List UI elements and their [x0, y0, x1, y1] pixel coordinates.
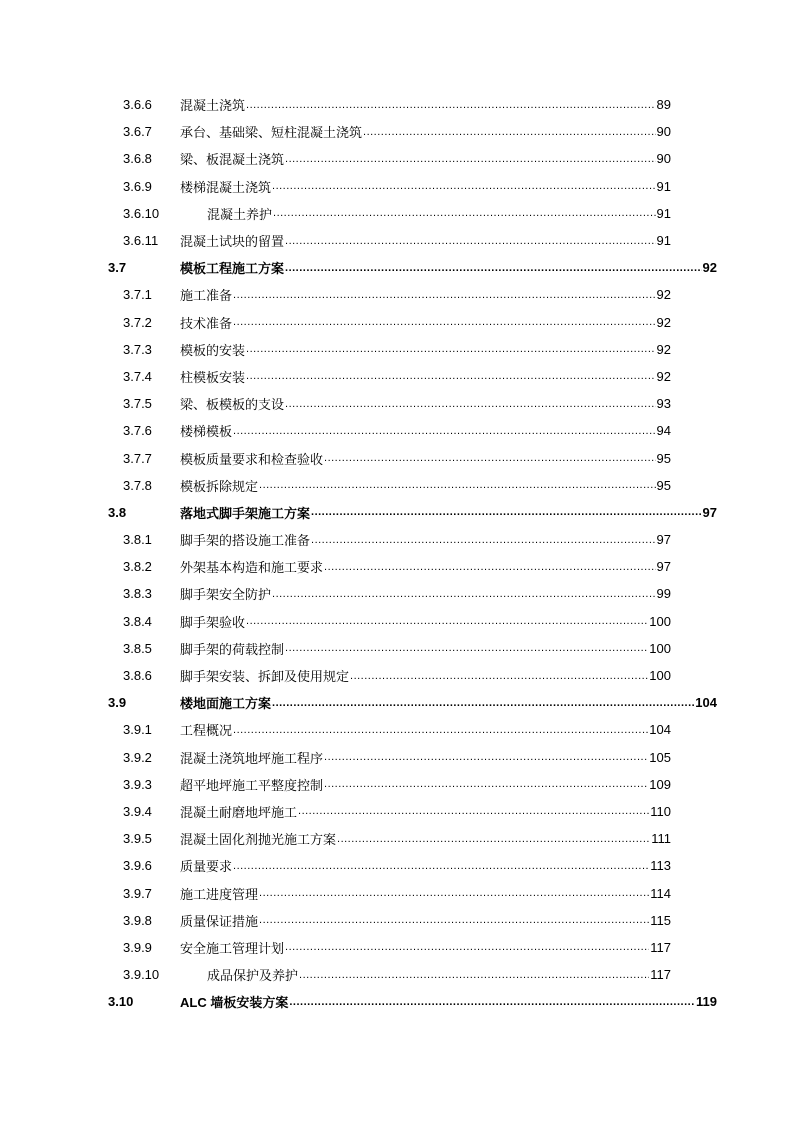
toc-subsection-entry[interactable] — [0, 852, 671, 879]
dot-leader — [246, 615, 648, 627]
dot-leader — [324, 751, 648, 763]
toc-entry-page: 92 — [656, 368, 671, 384]
dot-leader — [311, 534, 656, 546]
toc-entry-page: 100 — [649, 613, 671, 629]
dot-leader — [337, 833, 650, 845]
toc-entry-number: 3.9.10 — [123, 967, 160, 983]
toc-subsection-entry[interactable] — [0, 309, 671, 336]
dot-leader — [299, 969, 649, 981]
toc-entry-title: 承台、基础梁、短柱混凝土浇筑 — [180, 125, 363, 141]
dot-leader — [285, 153, 656, 165]
toc-section-entry[interactable] — [0, 499, 717, 526]
toc-entry-title: 安全施工管理计划 — [180, 940, 285, 956]
toc-subsection-entry[interactable] — [0, 281, 671, 308]
toc-entry-page: 90 — [656, 151, 671, 167]
toc-entry-title: 超平地坪施工平整度控制 — [180, 777, 324, 793]
toc-entry-page: 97 — [702, 504, 717, 520]
toc-entry-title: 施工进度管理 — [180, 886, 259, 902]
toc-entry-number: 3.7 — [108, 260, 127, 276]
toc-entry-page: 92 — [702, 260, 717, 276]
dot-leader — [233, 724, 648, 736]
toc-entry-page: 115 — [650, 912, 671, 928]
toc-entry-title: 模板拆除规定 — [180, 478, 259, 494]
toc-subsection-entry[interactable] — [0, 417, 671, 444]
toc-entry-number: 3.7.7 — [123, 450, 152, 466]
dot-leader — [285, 262, 702, 274]
toc-entry-page: 117 — [650, 967, 671, 983]
toc-subsection-entry[interactable] — [0, 390, 671, 417]
toc-subsection-entry[interactable] — [0, 444, 671, 471]
dot-leader — [246, 370, 656, 382]
toc-entry-page: 91 — [656, 178, 671, 194]
toc-entry-page: 110 — [650, 803, 671, 819]
toc-subsection-entry[interactable] — [0, 200, 671, 227]
toc-entry-title: ALC 墙板安装方案 — [180, 995, 289, 1011]
toc-entry-page: 97 — [656, 559, 671, 575]
toc-entry-number: 3.6.9 — [123, 178, 152, 194]
dot-leader — [289, 996, 695, 1008]
dot-leader — [272, 180, 656, 192]
toc-entry-page: 91 — [656, 205, 671, 221]
toc-entry-page: 114 — [650, 885, 671, 901]
toc-entry-number: 3.6.10 — [123, 205, 160, 221]
toc-entry-title: 质量保证措施 — [180, 913, 259, 929]
toc-entry-number: 3.9.1 — [123, 722, 152, 738]
toc-entry-page: 92 — [656, 314, 671, 330]
toc-entry-title: 楼梯混凝土浇筑 — [180, 179, 272, 195]
dot-leader — [246, 99, 656, 111]
toc-entry-number: 3.9.7 — [123, 885, 152, 901]
toc-entry-page: 99 — [656, 586, 671, 602]
toc-entry-page: 91 — [656, 233, 671, 249]
toc-entry-number: 3.9.8 — [123, 912, 152, 928]
toc-entry-title: 脚手架安装、拆卸及使用规定 — [180, 669, 350, 685]
toc-subsection-entry[interactable] — [0, 336, 671, 363]
dot-leader — [298, 805, 649, 817]
toc-subsection-entry[interactable] — [0, 635, 671, 662]
toc-entry-number: 3.7.8 — [123, 477, 152, 493]
toc-entry-title: 混凝土固化剂抛光施工方案 — [180, 832, 337, 848]
toc-entry-title: 成品保护及养护 — [207, 968, 299, 984]
toc-entry-title: 模板工程施工方案 — [180, 261, 285, 277]
toc-entry-number: 3.8.1 — [123, 532, 152, 548]
toc-entry-number: 3.7.5 — [123, 396, 152, 412]
dot-leader — [350, 670, 648, 682]
toc-subsection-entry[interactable] — [0, 934, 671, 961]
toc-subsection-entry[interactable] — [0, 553, 671, 580]
toc-entry-page: 89 — [656, 97, 671, 113]
dot-leader — [285, 642, 648, 654]
toc-entry-title: 模板的安装 — [180, 342, 246, 358]
toc-subsection-entry[interactable] — [0, 744, 671, 771]
toc-subsection-entry[interactable] — [0, 91, 671, 118]
toc-subsection-entry[interactable] — [0, 118, 671, 145]
toc-entry-page: 90 — [656, 124, 671, 140]
toc-subsection-entry[interactable] — [0, 526, 671, 553]
toc-entry-number: 3.9.6 — [123, 858, 152, 874]
toc-entry-page: 92 — [656, 287, 671, 303]
toc-entry-number: 3.9.9 — [123, 939, 152, 955]
dot-leader — [272, 588, 656, 600]
toc-entry-title: 落地式脚手架施工方案 — [180, 505, 311, 521]
toc-entry-title: 质量要求 — [180, 859, 233, 875]
dot-leader — [363, 126, 656, 138]
toc-entry-title: 梁、板模板的支设 — [180, 397, 285, 413]
toc-entry-page: 105 — [649, 749, 671, 765]
toc-entry-number: 3.9 — [108, 695, 127, 711]
toc-entry-title: 楼梯模板 — [180, 424, 233, 440]
toc-entry-number: 3.10 — [108, 994, 134, 1010]
toc-entry-page: 100 — [649, 640, 671, 656]
toc-subsection-entry[interactable] — [0, 145, 671, 172]
dot-leader — [233, 860, 649, 872]
toc-entry-title: 施工准备 — [180, 288, 233, 304]
toc-entry-title: 混凝土试块的留置 — [180, 234, 285, 250]
toc-entry-page: 104 — [649, 722, 671, 738]
toc-entry-page: 95 — [656, 450, 671, 466]
toc-subsection-entry[interactable] — [0, 662, 671, 689]
dot-leader — [259, 479, 656, 491]
toc-entry-page: 97 — [656, 532, 671, 548]
toc-subsection-entry[interactable] — [0, 227, 671, 254]
toc-entry-number: 3.8.2 — [123, 559, 152, 575]
dot-leader — [233, 316, 656, 328]
toc-entry-title: 混凝土养护 — [207, 206, 273, 222]
dot-leader — [233, 289, 656, 301]
toc-entry-title: 技术准备 — [180, 315, 233, 331]
dot-leader — [259, 914, 649, 926]
toc-entry-title: 模板质量要求和检查验收 — [180, 451, 324, 467]
table-of-contents — [0, 91, 793, 1015]
toc-entry-number: 3.7.1 — [123, 287, 152, 303]
toc-subsection-entry[interactable] — [0, 798, 671, 825]
toc-entry-number: 3.9.4 — [123, 803, 152, 819]
toc-entry-title: 混凝土浇筑地坪施工程序 — [180, 750, 324, 766]
toc-entry-page: 117 — [650, 939, 671, 955]
toc-entry-page: 92 — [656, 341, 671, 357]
toc-subsection-entry[interactable] — [0, 825, 671, 852]
toc-subsection-entry[interactable] — [0, 907, 671, 934]
toc-entry-page: 94 — [656, 423, 671, 439]
toc-subsection-entry[interactable] — [0, 771, 671, 798]
toc-subsection-entry[interactable] — [0, 580, 671, 607]
toc-subsection-entry[interactable] — [0, 879, 671, 906]
toc-entry-number: 3.6.7 — [123, 124, 152, 140]
toc-entry-title: 混凝土浇筑 — [180, 98, 246, 114]
toc-entry-number: 3.8.4 — [123, 613, 152, 629]
dot-leader — [285, 398, 656, 410]
dot-leader — [285, 235, 656, 247]
dot-leader — [311, 506, 702, 518]
toc-entry-number: 3.9.2 — [123, 749, 152, 765]
toc-entry-number: 3.6.11 — [123, 233, 159, 249]
toc-entry-title: 脚手架安全防护 — [180, 587, 272, 603]
toc-entry-title: 楼地面施工方案 — [180, 696, 272, 712]
toc-entry-title: 工程概况 — [180, 723, 233, 739]
toc-subsection-entry[interactable] — [0, 472, 671, 499]
toc-entry-number: 3.9.5 — [123, 831, 152, 847]
toc-entry-title: 外架基本构造和施工要求 — [180, 560, 324, 576]
dot-leader — [233, 425, 656, 437]
toc-entry-number: 3.7.3 — [123, 341, 152, 357]
dot-leader — [285, 941, 649, 953]
dot-leader — [272, 697, 694, 709]
toc-entry-title: 梁、板混凝土浇筑 — [180, 152, 285, 168]
dot-leader — [324, 452, 656, 464]
toc-entry-number: 3.8.6 — [123, 668, 152, 684]
dot-leader — [259, 887, 649, 899]
toc-entry-page: 93 — [656, 396, 671, 412]
toc-subsection-entry[interactable] — [0, 173, 671, 200]
toc-entry-page: 100 — [649, 668, 671, 684]
toc-entry-number: 3.8.5 — [123, 640, 152, 656]
toc-entry-page: 109 — [649, 776, 671, 792]
toc-entry-title: 脚手架的荷载控制 — [180, 641, 285, 657]
toc-entry-number: 3.6.6 — [123, 97, 152, 113]
toc-subsection-entry[interactable] — [0, 961, 671, 988]
toc-entry-page: 111 — [651, 831, 671, 847]
toc-entry-number: 3.7.2 — [123, 314, 152, 330]
toc-entry-number: 3.9.3 — [123, 776, 152, 792]
toc-entry-number: 3.7.4 — [123, 368, 152, 384]
toc-entry-number: 3.8 — [108, 504, 127, 520]
toc-entry-title: 脚手架验收 — [180, 614, 246, 630]
dot-leader — [324, 778, 648, 790]
toc-entry-title: 柱模板安装 — [180, 369, 246, 385]
toc-section-entry[interactable] — [0, 254, 717, 281]
toc-entry-number: 3.6.8 — [123, 151, 152, 167]
dot-leader — [324, 561, 656, 573]
toc-entry-page: 95 — [656, 477, 671, 493]
toc-entry-number: 3.7.6 — [123, 423, 152, 439]
toc-entry-title: 混凝土耐磨地坪施工 — [180, 804, 298, 820]
toc-entry-page: 104 — [695, 695, 717, 711]
toc-entry-number: 3.8.3 — [123, 586, 152, 602]
toc-section-entry[interactable] — [0, 689, 717, 716]
dot-leader — [246, 343, 656, 355]
toc-subsection-entry[interactable] — [0, 608, 671, 635]
toc-entry-title: 脚手架的搭设施工准备 — [180, 533, 311, 549]
toc-section-entry[interactable] — [0, 988, 717, 1015]
dot-leader — [273, 207, 656, 219]
toc-subsection-entry[interactable] — [0, 363, 671, 390]
toc-subsection-entry[interactable] — [0, 716, 671, 743]
toc-entry-page: 113 — [650, 858, 671, 874]
toc-entry-page: 119 — [696, 994, 717, 1010]
